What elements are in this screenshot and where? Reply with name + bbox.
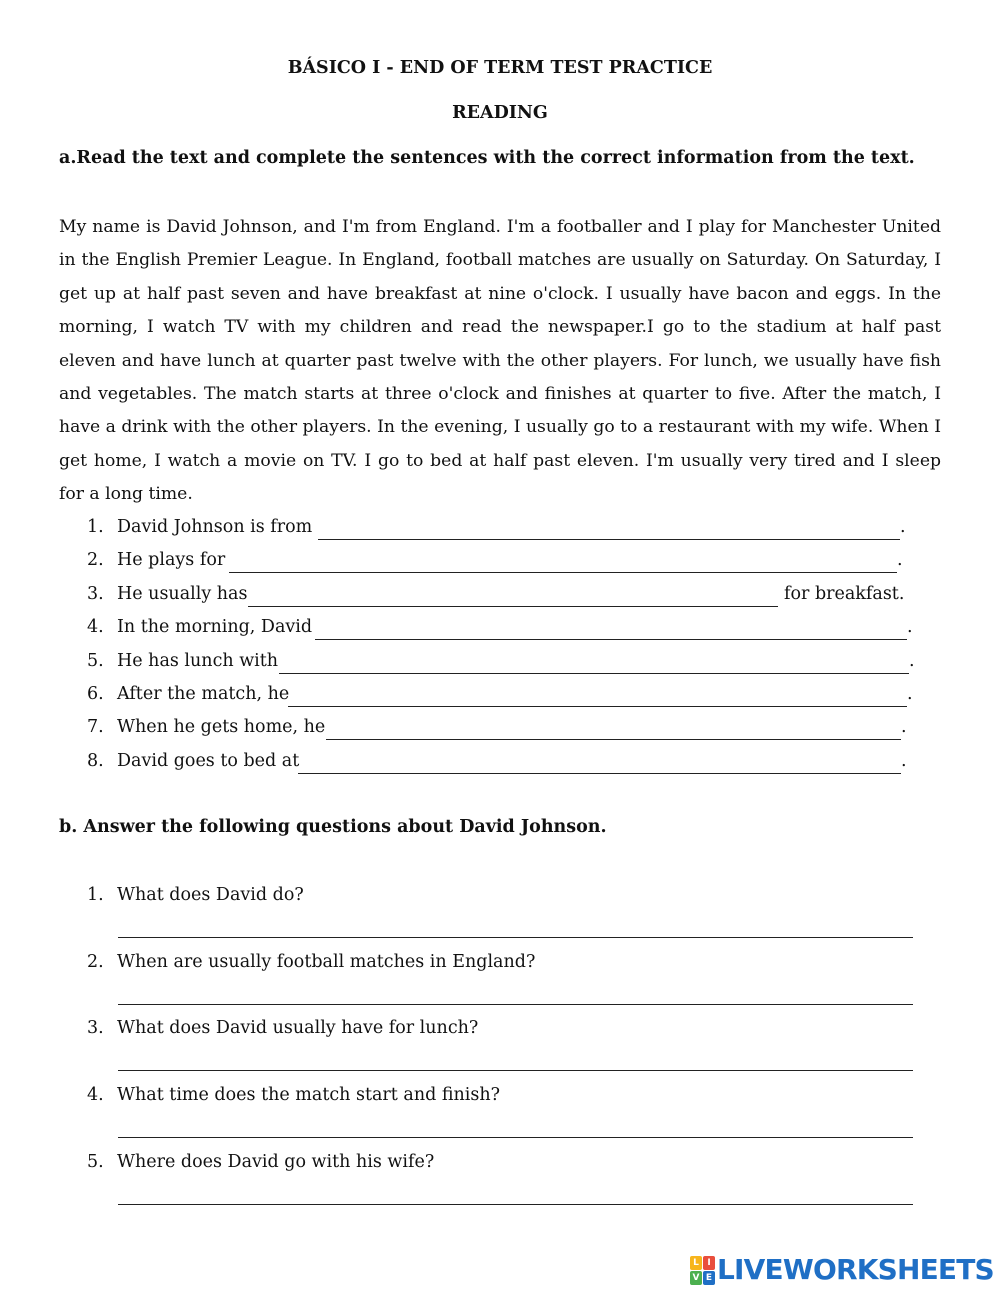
item-number: 2.: [87, 550, 104, 570]
question-item: [87, 1152, 434, 1172]
item-ending: .: [901, 717, 907, 737]
item-ending: .: [897, 550, 903, 570]
completion-item: [87, 684, 289, 704]
logo-tile: E: [703, 1271, 715, 1285]
answer-blank[interactable]: [279, 673, 909, 674]
instruction-b: b. Answer the following questions about David Johnson.: [59, 817, 607, 837]
question-item: [87, 885, 304, 905]
item-number: 1.: [87, 517, 104, 537]
logo-tile: V: [690, 1271, 702, 1285]
completion-item: [87, 584, 247, 604]
question-number: 5.: [87, 1152, 104, 1172]
item-text: He plays for: [117, 550, 226, 570]
completion-item: [87, 651, 278, 671]
question-text: What does David usually have for lunch?: [117, 1018, 479, 1038]
answer-line[interactable]: [118, 1004, 913, 1005]
instruction-a: a.Read the text and complete the sentences with the correct information from the text.: [59, 148, 915, 168]
question-text: Where does David go with his wife?: [117, 1152, 435, 1172]
item-number: 6.: [87, 684, 104, 704]
item-text: After the match, he: [117, 684, 290, 704]
item-ending: .: [900, 517, 906, 537]
logo-tile: I: [703, 1256, 715, 1270]
answer-line[interactable]: [118, 1204, 913, 1205]
completion-item: [87, 550, 225, 570]
question-item: [87, 952, 535, 972]
item-text: He has lunch with: [117, 651, 279, 671]
question-number: 4.: [87, 1085, 104, 1105]
answer-line[interactable]: [118, 937, 913, 938]
completion-item: [87, 751, 299, 771]
item-text: In the morning, David: [117, 617, 313, 637]
question-item: [87, 1018, 478, 1038]
question-text: What does David do?: [117, 885, 304, 905]
question-number: 3.: [87, 1018, 104, 1038]
item-number: 3.: [87, 584, 104, 604]
answer-blank[interactable]: [318, 539, 900, 540]
question-text: What time does the match start and finish?: [117, 1085, 501, 1105]
answer-line[interactable]: [118, 1070, 913, 1071]
reading-passage: My name is David Johnson, and I'm from England. I'm a footballer and I play for Manchester United in the English Premier League. In England, football matches are usually on Saturday. On Saturday, I get up at half past seven and have breakfast at nine o'clock. I usually have bacon and eggs. In the morning, I watch TV with my children and read the newspaper.I go to the stadium at half past eleven and have lunch at quarter past twelve with the other players. For lunch, we usually have fish and vegetables. The match starts at three o'clock and finishes at quarter to five. After the match, I have a drink with the other players. In the evening, I usually go to a restaurant with my wife. When I get home, I watch a movie on TV. I go to bed at half past eleven. I'm usually very tired and I sleep for a long time.: [59, 217, 941, 505]
answer-blank[interactable]: [298, 773, 901, 774]
completion-item: [87, 517, 312, 537]
page-title: BÁSICO I - END OF TERM TEST PRACTICE: [287, 58, 713, 78]
item-number: 5.: [87, 651, 104, 671]
item-number: 7.: [87, 717, 104, 737]
answer-blank[interactable]: [326, 739, 901, 740]
item-ending: .: [901, 751, 907, 771]
item-text: David Johnson is from: [117, 517, 313, 537]
answer-blank[interactable]: [288, 706, 907, 707]
logo-tile: L: [690, 1256, 702, 1270]
item-number: 8.: [87, 751, 104, 771]
item-ending: .: [909, 651, 915, 671]
question-number: 2.: [87, 952, 104, 972]
item-text: When he gets home, he: [117, 717, 326, 737]
item-ending: .: [907, 617, 913, 637]
liveworksheets-logo: [690, 1253, 994, 1286]
item-ending: .: [907, 684, 913, 704]
answer-line[interactable]: [118, 1137, 913, 1138]
section-heading: READING: [452, 103, 548, 123]
liveworksheets-icon: [690, 1256, 714, 1284]
answer-blank[interactable]: [248, 606, 778, 607]
answer-blank[interactable]: [315, 639, 907, 640]
completion-item: [87, 717, 325, 737]
question-text: When are usually football matches in England?: [117, 952, 536, 972]
question-number: 1.: [87, 885, 104, 905]
question-item: [87, 1085, 500, 1105]
logo-text: LIVEWORKSHEETS: [717, 1253, 994, 1286]
completion-item: [87, 617, 312, 637]
item-number: 4.: [87, 617, 104, 637]
item-text: David goes to bed at: [117, 751, 300, 771]
item-text: He usually has: [117, 584, 248, 604]
answer-blank[interactable]: [229, 572, 897, 573]
item-ending: for breakfast.: [784, 584, 905, 604]
